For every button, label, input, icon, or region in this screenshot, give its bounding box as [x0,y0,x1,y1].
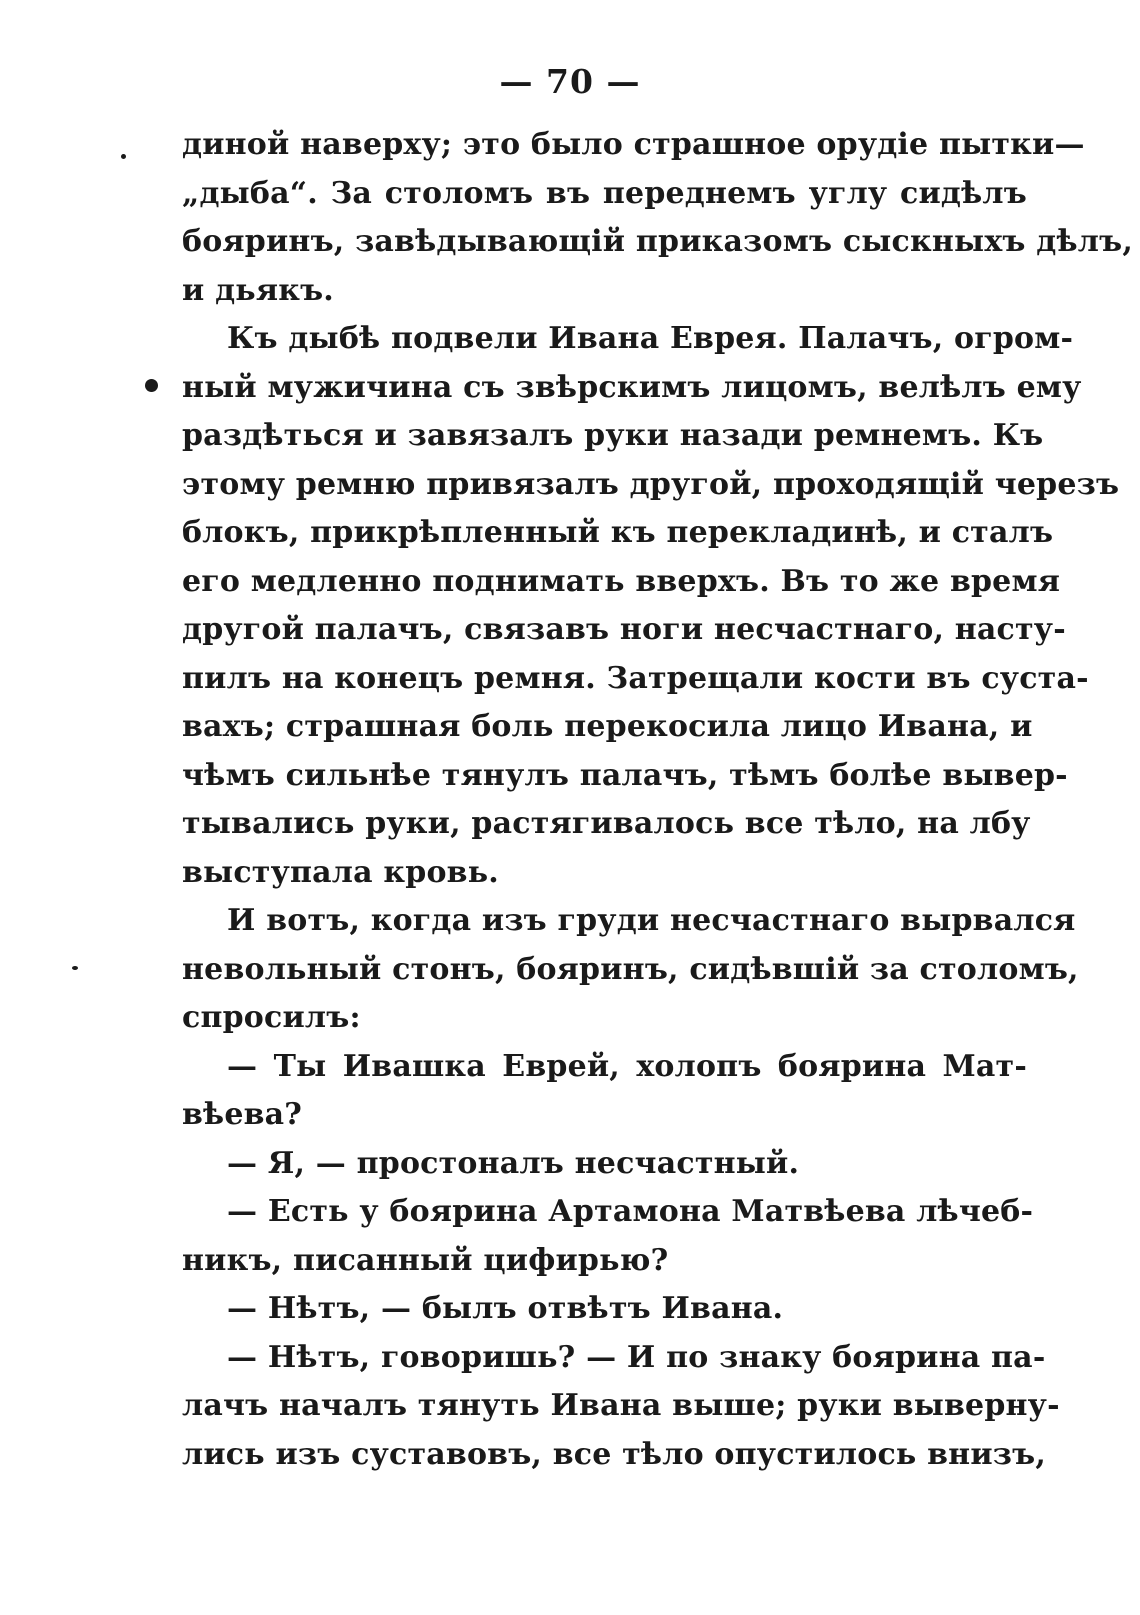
paragraph [182,1334,1060,1480]
paragraph [182,315,1120,897]
text-line: Къ дыбѣ подвели Ивана Еврея. Палачъ, огром- [227,321,1074,356]
text-line: выступала кровь. [182,854,499,890]
text-line: — Нѣтъ, — былъ отвѣтъ Ивана. [227,1291,784,1326]
text-line: невольный стонъ, бояринъ, сидѣвшій за столомъ, [182,951,1079,987]
text-line: диной наверху; это было страшное орудіе пытки— [182,127,1085,162]
text-line: „дыба“. За столомъ въ переднемъ углу сидѣлъ [182,175,1027,211]
text-line: — Нѣтъ, говоришь? — И по знаку боярина па- [227,1339,1046,1375]
text-line: — Я, — простоналъ несчастный. [227,1145,800,1181]
text-body [182,121,1133,1479]
paragraph [182,121,1133,315]
page-number: — 70 — [499,62,641,101]
text-line: вѣева? [182,1097,303,1132]
text-line: пилъ на конецъ ремня. Затрещали кости въ суста- [182,660,1089,696]
paragraph [182,1043,1027,1140]
text-line: раздѣться и завязалъ руки назади ремнемъ. Къ [182,418,1044,453]
paragraph [182,1285,1027,1334]
paragraph [182,1188,1034,1285]
text-line: — Есть у боярина Артамона Матвѣева лѣчеб- [227,1194,1034,1229]
text-line: — Ты Ивашка Еврей, холопъ боярина Мат- [227,1048,1027,1084]
text-line: вахъ; страшная боль перекосила лицо Ивана, и [182,709,1033,744]
text-line: и дьякъ. [182,272,334,308]
text-line: блокъ, прикрѣпленный къ перекладинѣ, и сталъ [182,515,1054,550]
margin-speck-mark [121,154,126,159]
text-line: лись изъ суставовъ, все тѣло опустилось внизъ, [182,1436,1046,1472]
margin-bullet-mark [145,379,158,392]
text-line: бояринъ, завѣдывающій приказомъ сыскныхъ дѣлъ, [182,224,1133,259]
paragraph [182,1140,1027,1189]
margin-speck-mark [72,966,78,970]
text-line: другой палачъ, связавъ ноги несчастнаго, насту- [182,612,1066,647]
text-line: его медленно поднимать вверхъ. Въ то же время [182,563,1061,599]
text-line: лачъ началъ тянуть Ивана выше; руки выверну- [182,1388,1060,1423]
text-line: ный мужичина съ звѣрскимъ лицомъ, велѣлъ ему [182,369,1082,405]
text-line: тывались руки, растягивалось все тѣло, на лбу [182,806,1031,841]
text-line: И вотъ, когда изъ груди несчастнаго вырвался [227,903,1076,938]
paragraph [182,897,1079,1043]
text-line: спросилъ: [182,1000,361,1035]
text-line: чѣмъ сильнѣе тянулъ палачъ, тѣмъ болѣе вывер- [182,757,1068,793]
text-line: этому ремню привязалъ другой, проходящій черезъ [182,466,1120,502]
text-line: никъ, писанный цифирью? [182,1242,669,1278]
